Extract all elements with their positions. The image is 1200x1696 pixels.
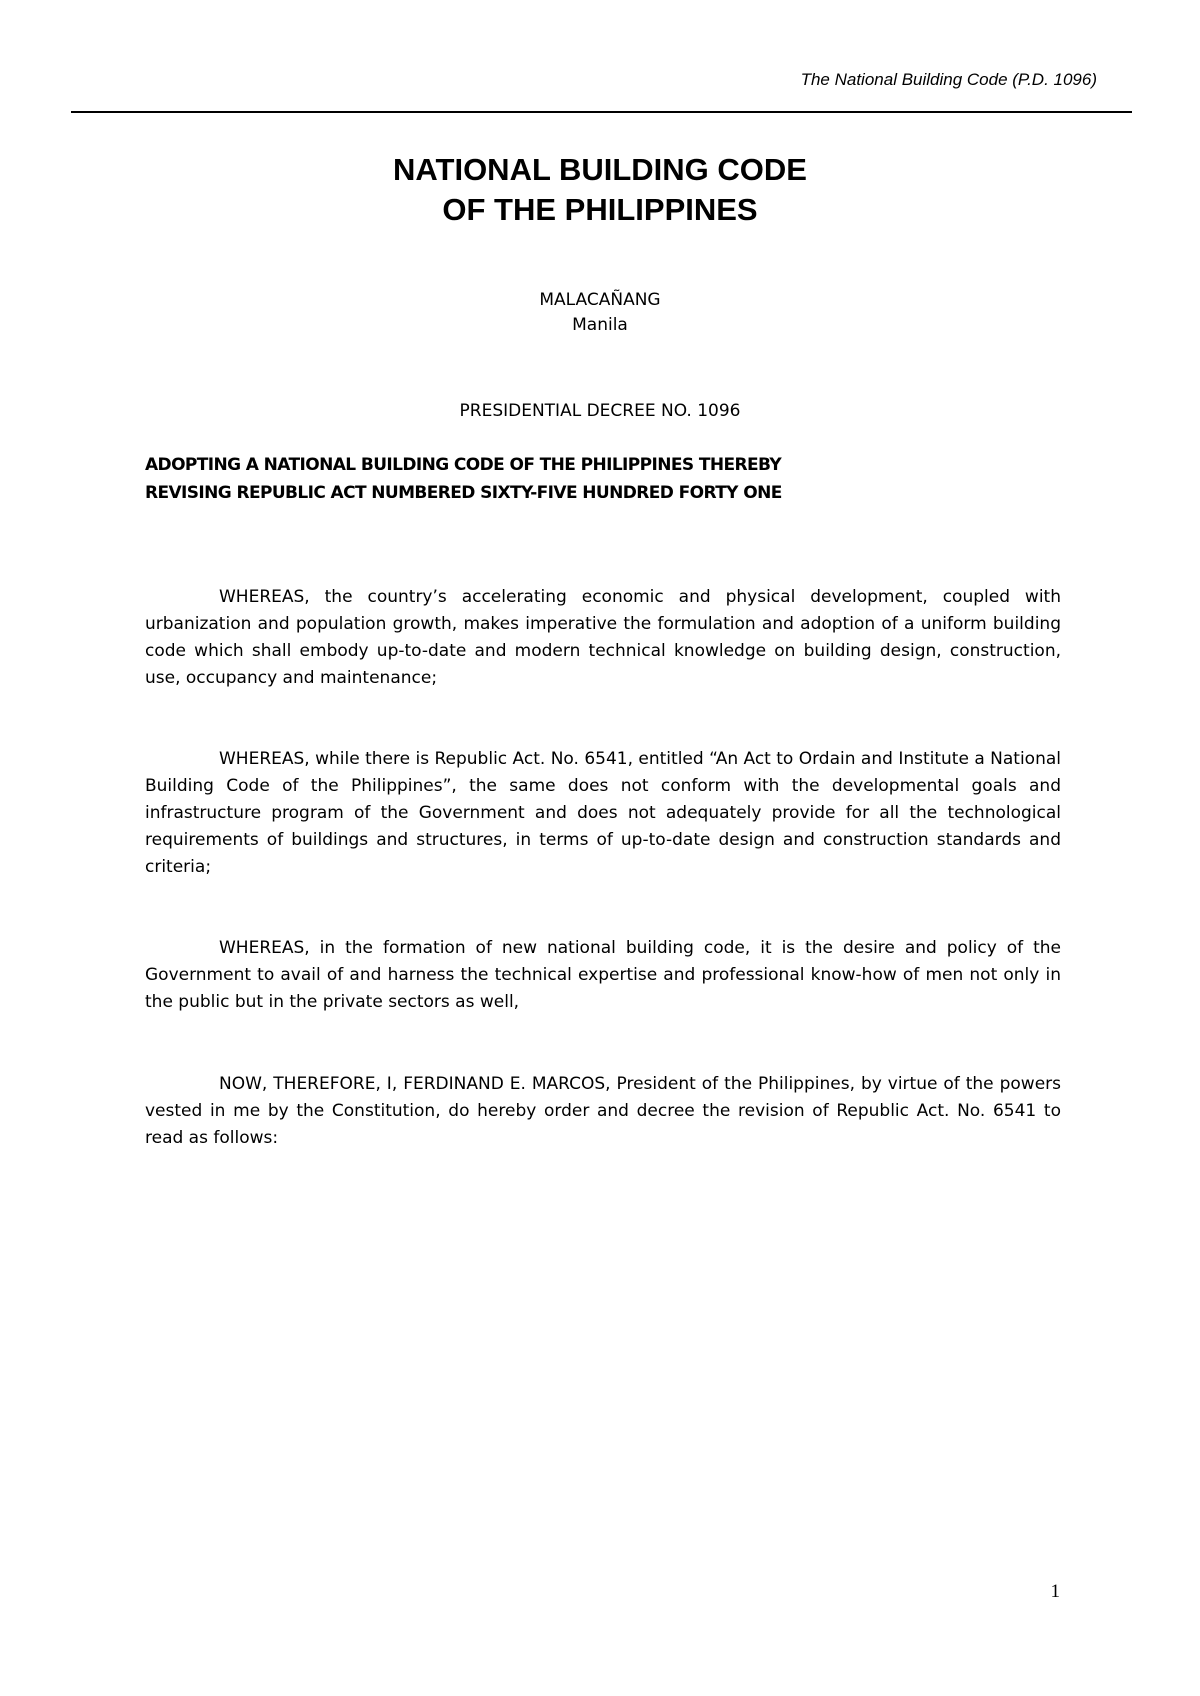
decree-number: PRESIDENTIAL DECREE NO. 1096	[459, 401, 741, 421]
subject-line-2: REVISING REPUBLIC ACT NUMBERED SIXTY-FIVE HUNDRED FORTY ONE	[145, 483, 782, 503]
whereas-paragraph-3: WHEREAS, in the formation of new national building code, it is the desire and policy of the Government to avail of and harness the technical expertise and professional know-how of men not only in the public but in the private sectors as well,	[145, 938, 1061, 1012]
decree-clause-paragraph: NOW, THEREFORE, I, FERDINAND E. MARCOS, President of the Philippines, by virtue of the powers vested in me by the Constitution, do hereby order and decree the revision of Republic Act. No. 6541 to read as follows:	[145, 1074, 1061, 1148]
page-number: 1	[1050, 1581, 1060, 1602]
whereas-paragraph-2: WHEREAS, while there is Republic Act. No. 6541, entitled “An Act to Ordain and Institute a National Building Code of the Philippines”, the same does not conform with the developmental goals and infrastructure program of the Government and does not adequately provide for all the technological requirements of buildings and structures, in terms of up-to-date design and construction standards and criteria;	[145, 749, 1061, 877]
issuer-office: MALACAÑANG	[539, 290, 661, 310]
issuer-block	[0, 288, 1200, 338]
document-title	[0, 150, 1200, 230]
title-line-1: NATIONAL BUILDING CODE	[393, 152, 807, 187]
subject-line-1: ADOPTING A NATIONAL BUILDING CODE OF THE PHILIPPINES THEREBY	[145, 455, 782, 475]
title-line-2: OF THE PHILIPPINES	[442, 192, 758, 227]
whereas-paragraph-1: WHEREAS, the country’s accelerating economic and physical development, coupled with urbanization and population growth, makes imperative the formulation and adoption of a uniform building code which shall embody up-to-date and modern technical knowledge on building design, construction, use, occupancy and maintenance;	[145, 587, 1061, 688]
running-header: The National Building Code (P.D. 1096)	[800, 70, 1097, 89]
header-divider	[71, 111, 1132, 113]
issuer-city: Manila	[572, 315, 628, 335]
decree-subject	[145, 451, 1065, 507]
